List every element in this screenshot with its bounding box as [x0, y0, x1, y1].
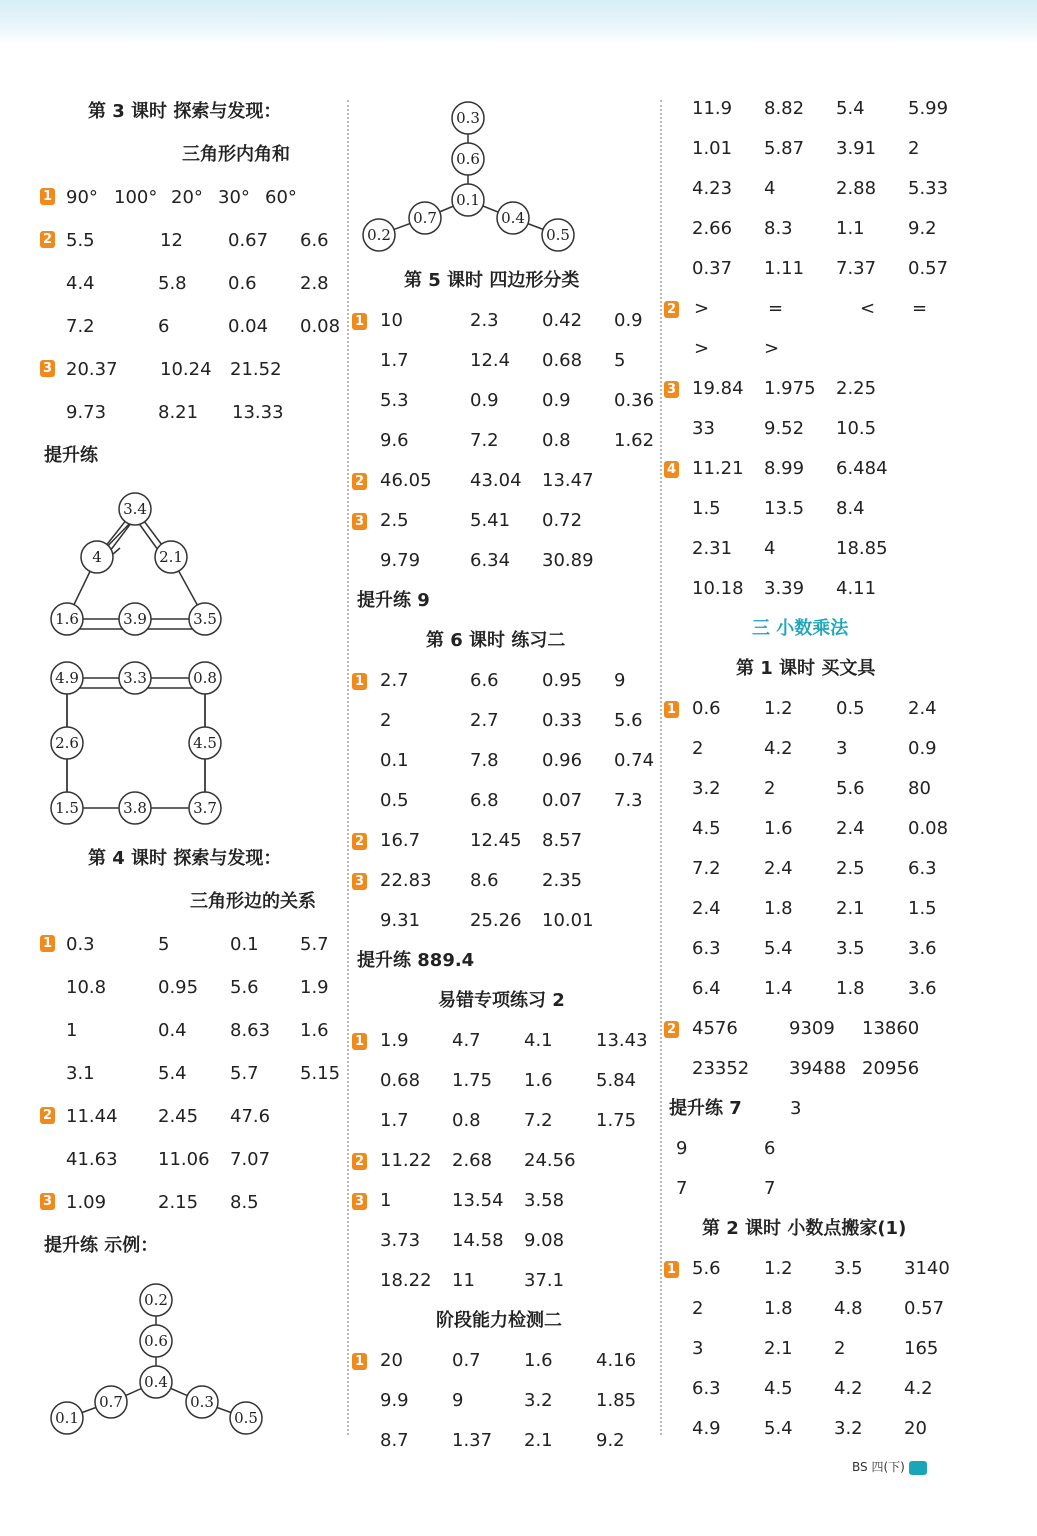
- answer-row: 1 0.3 5 0.1 5.7: [40, 923, 345, 966]
- answer-row: 10.18 3.39 4.11: [692, 578, 877, 599]
- answer-row: 23352 39488 20956: [692, 1058, 920, 1079]
- question-number-badge: 2: [664, 301, 679, 318]
- node-label: 0.2: [144, 1291, 168, 1309]
- answer-row: 3 19.84 1.975 2.25: [664, 369, 964, 409]
- answer-row: 1 20 0.7 1.6 4.16: [352, 1341, 657, 1381]
- answer-row: 1.5 13.5 8.4: [692, 498, 865, 519]
- question-number-badge: 2: [40, 1107, 55, 1124]
- answer-row: 9.31 25.26 10.01: [380, 910, 594, 931]
- footer-badge-icon: [909, 1461, 927, 1475]
- answer-row: 2.66 8.3 1.1 9.2: [692, 218, 937, 239]
- answer-row: 2 16.7 12.45 8.57: [352, 821, 657, 861]
- question-number-badge: 3: [40, 360, 55, 377]
- node-label: 0.4: [144, 1373, 168, 1391]
- answer-row: 6.3 4.5 4.2 4.2: [692, 1378, 933, 1399]
- lesson-title: 第 1 课时 买文具: [736, 658, 876, 679]
- answer-row: 3.73 14.58 9.08: [380, 1230, 565, 1251]
- answer-row: 8.7 1.37 2.1 9.2: [380, 1430, 625, 1451]
- answer-row: 2 1.8 4.8 0.57: [692, 1298, 945, 1319]
- lesson-title: 第 6 课时 练习二: [426, 630, 566, 651]
- answer-row: 4 11.21 8.99 6.484: [664, 449, 964, 489]
- lesson-title: 第 3 课时 探索与发现：: [88, 101, 282, 122]
- node-label: 3.8: [123, 799, 147, 817]
- node-label: 0.4: [501, 209, 525, 227]
- answer-row: 3.1 5.4 5.7 5.15: [66, 1063, 341, 1084]
- unit-title: 三 小数乘法: [752, 618, 849, 639]
- column-divider: [660, 100, 662, 1435]
- column-divider: [347, 100, 349, 1435]
- answer-row: 9.73 8.21 13.33: [66, 402, 284, 423]
- answer-row: 0.5 6.8 0.07 7.3: [380, 790, 643, 811]
- answer-row: 7.2 6 0.04 0.08: [66, 316, 341, 337]
- question-number-badge: 1: [40, 935, 55, 952]
- question-number-badge: 1: [352, 673, 367, 690]
- practice-label: 提升练 889.4: [357, 950, 475, 971]
- question-number-badge: 2: [352, 833, 367, 850]
- answer-row: 3 2.1 2 165: [692, 1338, 939, 1359]
- top-color-band: [0, 0, 1037, 44]
- practice-label: 提升练 示例：: [44, 1235, 159, 1256]
- node-label: 0.1: [456, 191, 480, 209]
- node-label: 0.2: [367, 226, 391, 244]
- answer-row: 2 5.5 12 0.67 6.6: [40, 219, 345, 262]
- answer-row: 1 0.6 1.2 0.5 2.4: [664, 689, 964, 729]
- node-label: 0.3: [456, 109, 480, 127]
- node-label: 0.6: [456, 150, 480, 168]
- node-label: 0.7: [99, 1393, 123, 1411]
- footer-label: BS 四(下): [852, 1460, 905, 1474]
- answer-row: 1 0.4 8.63 1.6: [66, 1020, 329, 1041]
- answer-row: 1 5.6 1.2 3.5 3140: [664, 1249, 964, 1289]
- answer-row: 2 11.22 2.68 24.56: [352, 1141, 657, 1181]
- question-number-badge: 2: [352, 473, 367, 490]
- answer-row: 1 90° 100° 20° 30° 60°: [40, 176, 345, 219]
- answer-row: 9 6: [676, 1138, 776, 1159]
- node-label: 3.3: [123, 669, 147, 687]
- answer-row: 2 > = < =: [664, 289, 964, 329]
- lesson-title: 易错专项练习 2: [438, 990, 565, 1011]
- answer-row: 3 20.37 10.24 21.52: [40, 348, 345, 391]
- star-puzzle-figure: [40, 1280, 280, 1440]
- answer-row: 10.8 0.95 5.6 1.9: [66, 977, 329, 998]
- question-number-badge: 3: [352, 873, 367, 890]
- answer-row: 1.01 5.87 3.91 2: [692, 138, 920, 159]
- node-label: 0.6: [144, 1332, 168, 1350]
- answer-row: 4.23 4 2.88 5.33: [692, 178, 949, 199]
- node-label: 4.5: [193, 734, 217, 752]
- practice-label: 提升练: [44, 445, 98, 466]
- question-number-badge: 1: [352, 1033, 367, 1050]
- answer-row: 3 1.09 2.15 8.5: [40, 1181, 345, 1224]
- answer-row: 2 4.2 3 0.9: [692, 738, 937, 759]
- answer-row: 3 1 13.54 3.58: [352, 1181, 657, 1221]
- node-label: 0.5: [234, 1409, 258, 1427]
- node-label: 2.6: [55, 734, 79, 752]
- node-label: 1.6: [55, 610, 79, 628]
- answer-row: 3.2 2 5.6 80: [692, 778, 931, 799]
- question-number-badge: 1: [664, 1261, 679, 1278]
- answer-row: 6.3 5.4 3.5 3.6: [692, 938, 937, 959]
- node-label: 0.8: [193, 669, 217, 687]
- question-number-badge: 1: [40, 188, 55, 205]
- node-label: 3.7: [193, 799, 217, 817]
- answer-row: 4.4 5.8 0.6 2.8: [66, 273, 329, 294]
- question-number-badge: 4: [664, 461, 679, 478]
- answer-row: 1.7 12.4 0.68 5: [380, 350, 626, 371]
- node-label: 0.5: [546, 226, 570, 244]
- lesson-title: 第 2 课时 小数点搬家(1): [702, 1218, 907, 1239]
- answer-column-2: [352, 261, 657, 1461]
- node-label: 0.1: [55, 1409, 79, 1427]
- answer-row: 0.1 7.8 0.96 0.74: [380, 750, 655, 771]
- answer-row: 9.9 9 3.2 1.85: [380, 1390, 637, 1411]
- answer-row: 7.2 2.4 2.5 6.3: [692, 858, 937, 879]
- question-number-badge: 3: [352, 513, 367, 530]
- node-label: 2.1: [159, 548, 183, 566]
- node-label: 3.9: [123, 610, 147, 628]
- node-label: 3.5: [193, 610, 217, 628]
- star-puzzle-figure: [352, 98, 592, 258]
- question-number-badge: 2: [352, 1153, 367, 1170]
- lesson-title: 第 5 课时 四边形分类: [404, 270, 580, 291]
- lesson-subtitle: 三角形内角和: [182, 144, 290, 165]
- node-label: 4: [92, 548, 102, 566]
- answer-row: 2 4576 9309 13860: [664, 1009, 964, 1049]
- answer-row: 1 2.7 6.6 0.95 9: [352, 661, 657, 701]
- question-number-badge: 2: [664, 1021, 679, 1038]
- answer-row: 1 10 2.3 0.42 0.9: [352, 301, 657, 341]
- answer-row: 11.9 8.82 5.4 5.99: [692, 98, 949, 119]
- answer-row: 5.3 0.9 0.9 0.36: [380, 390, 655, 411]
- answer-row: 18.22 11 37.1: [380, 1270, 565, 1291]
- answer-row: > >: [694, 338, 780, 359]
- lesson-subtitle: 三角形边的关系: [190, 891, 316, 912]
- node-label: 4.9: [55, 669, 79, 687]
- node-label: 1.5: [55, 799, 79, 817]
- answer-column-3: [664, 89, 964, 1449]
- question-number-badge: 3: [352, 1193, 367, 1210]
- node-label: 3.4: [123, 500, 147, 518]
- answer-row: 提升练 7 3: [669, 1098, 802, 1119]
- lesson-title: 阶段能力检测二: [436, 1310, 562, 1331]
- answer-row: 9.79 6.34 30.89: [380, 550, 594, 571]
- question-number-badge: 1: [352, 1353, 367, 1370]
- node-label: 0.7: [413, 209, 437, 227]
- answer-row: 1 1.9 4.7 4.1 13.43: [352, 1021, 657, 1061]
- answer-row: 9.6 7.2 0.8 1.62: [380, 430, 655, 451]
- answer-row: 2.4 1.8 2.1 1.5: [692, 898, 937, 919]
- answer-row: 4.5 1.6 2.4 0.08: [692, 818, 949, 839]
- question-number-badge: 1: [352, 313, 367, 330]
- answer-column-1-lower: [40, 837, 345, 1267]
- answer-row: 41.63 11.06 7.07: [66, 1149, 271, 1170]
- practice-label: 提升练 9: [357, 590, 430, 611]
- lesson-title: 第 4 课时 探索与发现：: [88, 848, 282, 869]
- question-number-badge: 1: [664, 701, 679, 718]
- answer-row: 2.31 4 18.85: [692, 538, 888, 559]
- node-label: 0.3: [190, 1393, 214, 1411]
- question-number-badge: 2: [40, 231, 55, 248]
- answer-row: 1.7 0.8 7.2 1.75: [380, 1110, 637, 1131]
- answer-row: 3 22.83 8.6 2.35: [352, 861, 657, 901]
- answer-row: 2 46.05 43.04 13.47: [352, 461, 657, 501]
- page-footer: [852, 1458, 927, 1475]
- answer-row: 2 2.7 0.33 5.6: [380, 710, 643, 731]
- answer-row: 0.37 1.11 7.37 0.57: [692, 258, 949, 279]
- answer-row: 2 11.44 2.45 47.6: [40, 1095, 345, 1138]
- triangle-and-square-puzzles: [40, 480, 250, 840]
- answer-row: 0.68 1.75 1.6 5.84: [380, 1070, 637, 1091]
- question-number-badge: 3: [664, 381, 679, 398]
- answer-row: 4.9 5.4 3.2 20: [692, 1418, 927, 1439]
- answer-row: 33 9.52 10.5: [692, 418, 877, 439]
- answer-row: 3 2.5 5.41 0.72: [352, 501, 657, 541]
- answer-row: 6.4 1.4 1.8 3.6: [692, 978, 937, 999]
- question-number-badge: 3: [40, 1193, 55, 1210]
- answer-row: 7 7: [676, 1178, 776, 1199]
